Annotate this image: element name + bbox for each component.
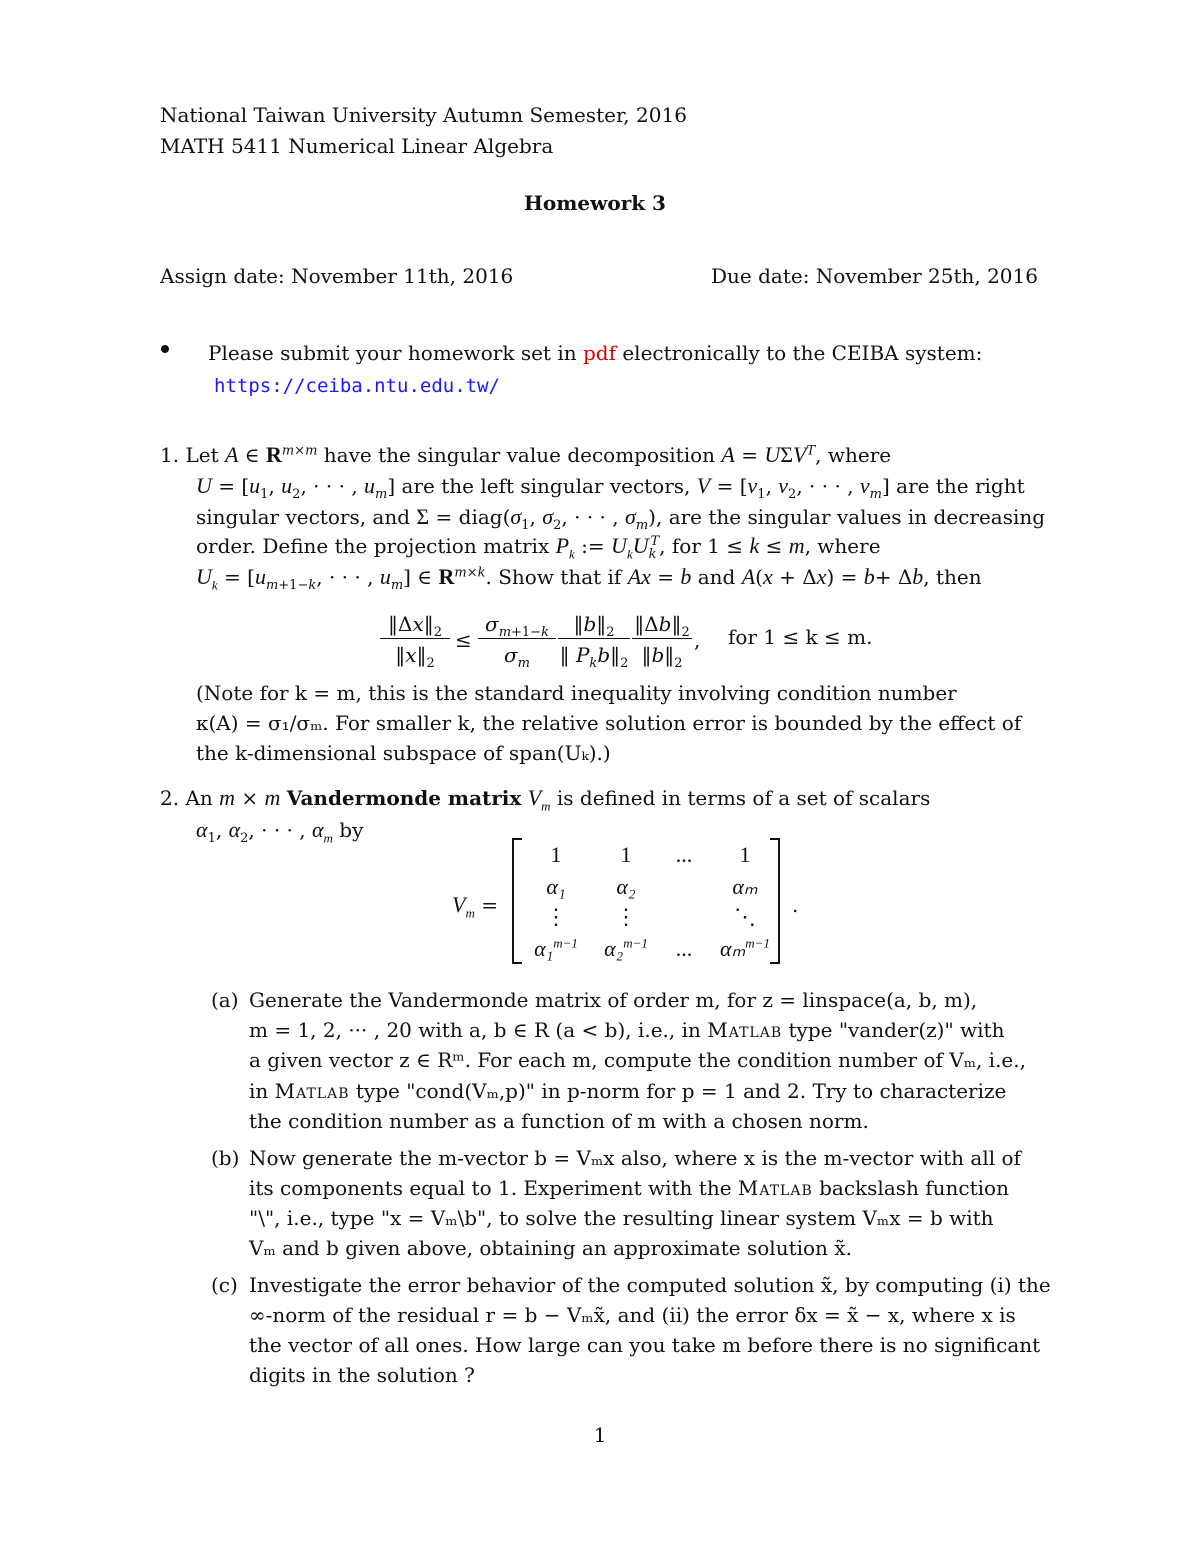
problem1-note2: κ(A) = σ₁/σₘ. For smaller k, the relative solution error is bounded by the effect of (196, 711, 1022, 735)
pa-text: in (249, 1079, 269, 1103)
m-r1c4: 1 (739, 842, 751, 867)
pb-text: backslash function (819, 1176, 1009, 1200)
p2-bold: Vandermonde matrix (286, 786, 522, 810)
pa-text: m = 1, 2, ··· , 20 with a, b ∈ R (a < b), i.e., in (249, 1018, 701, 1042)
m-r1c3: ... (675, 842, 693, 867)
matlab-word: Matlab (707, 1018, 783, 1042)
ineq-condition: for 1 ≤ k ≤ m. (728, 625, 873, 649)
p1-text: have the singular value decomposition (323, 443, 716, 467)
ceiba-url[interactable]: https://ceiba.ntu.edu.tw/ (214, 375, 500, 397)
p2-text: An (185, 786, 213, 810)
p2-text: is defined in terms of a set of scalars (556, 786, 931, 810)
m-r3c4: ⋱ (734, 904, 756, 929)
matlab-word: Matlab (274, 1079, 350, 1103)
p1-text: , for (659, 534, 701, 558)
part-a-line2 (249, 1018, 1004, 1042)
p1-text: , are the singular values in decreasing (655, 505, 1046, 529)
pa-text: type "vander(z)" with (788, 1018, 1005, 1042)
pb-text: its components equal to 1. Experiment with the (249, 1176, 732, 1200)
frac-db-b: $\frac{‖\Delta b‖_2}{‖b‖_2}$ (632, 612, 692, 667)
part-c-line1: Investigate the error behavior of the computed solution x̃, by computing (i) the (249, 1273, 1051, 1297)
problem1-number: 1. (160, 443, 180, 467)
m-r4c3: ... (675, 936, 693, 961)
m-r3c1: ⋮ (545, 904, 567, 929)
pa-text: type "cond(Vₘ,p)" in p-norm for p = 1 and 2. Try to characterize (355, 1079, 1007, 1103)
part-a-line4 (249, 1079, 1006, 1103)
part-c-line3: the vector of all ones. How large can you take m before there is no significant (249, 1333, 1041, 1357)
m-r4c4-base: αₘ (720, 936, 746, 961)
part-b-line4: Vₘ and b given above, obtaining an approximate solution x̃. (249, 1236, 852, 1260)
assign-date: Assign date: November 11th, 2016 (160, 264, 514, 288)
m-r2c2: α₂ (616, 874, 636, 899)
m-r4c1 (516, 936, 596, 962)
part-a-line1: Generate the Vandermonde matrix of order m, for z = linspace(a, b, m), (249, 988, 978, 1012)
frac-sigma: $\frac{\sigma_{m+1-k}}{\sigma_m}$ (478, 612, 556, 667)
m-r2c4: αₘ (732, 874, 758, 899)
m-r4c4 (705, 936, 785, 962)
p1-text: and (697, 565, 736, 589)
part-a-line5: the condition number as a function of m with a chosen norm. (249, 1109, 869, 1133)
p1-text: . Show that if (485, 565, 622, 589)
p2-text: by (339, 818, 364, 842)
p1-text: , where (804, 534, 881, 558)
p1-text: , where (815, 443, 892, 467)
notice-before: Please submit your homework set in (208, 341, 583, 365)
problem1-note3: the k-dimensional subspace of span(Uₖ).) (196, 741, 611, 765)
problem1-line3: singular vectors, and $\Sigma = diag(\sigma_1$, $\sigma_2$, · · · , $\sigma_m$), are the singular values in decreasing (196, 504, 1046, 533)
m-r2c1: α₁ (546, 874, 566, 899)
ceiba-link[interactable] (214, 373, 500, 398)
p1-text: , then (923, 565, 982, 589)
frac-dx-x: $\frac{‖\Delta x‖_2}{‖x‖_2}$ (380, 612, 450, 667)
m-r1c1: 1 (550, 842, 562, 867)
problem1-line5: $U_k = [u_{m+1-k}$, · · · , $u_m$] ∈ $R^{m\times k}$. Show that if Ax = b and A(x + Δx) = b+ Δb, then (196, 564, 982, 593)
p1-text: are the right (896, 474, 1025, 498)
university-line: National Taiwan University Autumn Semester, 2016 (160, 103, 687, 127)
part-c-line4: digits in the solution ? (249, 1363, 475, 1387)
part-b-line1: Now generate the m-vector b = Vₘx also, where x is the m-vector with all of (249, 1146, 1021, 1170)
notice-text (208, 341, 982, 365)
course-line: MATH 5411 Numerical Linear Algebra (160, 134, 554, 158)
matrix-period: . (792, 893, 799, 917)
notice-after: electronically to the CEIBA system: (615, 341, 983, 365)
due-date: Due date: November 25th, 2016 (711, 264, 1038, 288)
m-r4c2-exp: m−1 (623, 935, 648, 951)
problem1-line1: 1. Let A ∈ $R^{m\times m}$ have the singular value decomposition $A = U\Sigma V^T$, where (160, 442, 892, 467)
frac-b-pkb: $‖b‖_2$ ‖ $P_kb‖_2$ (559, 612, 629, 671)
p1-text: singular vectors, and (196, 505, 411, 529)
problem2-line1: 2. An m × m Vandermonde matrix $V_m$ is defined in terms of a set of scalars (160, 785, 931, 814)
part-b-line3: "\", i.e., type "x = Vₘ\b", to solve the resulting linear system Vₘx = b with (249, 1206, 994, 1230)
problem1-line2: $U = [u_1$, $u_2$, · · · , $u_m$] are the left singular vectors, $V = [v_1$, $v_2$, · · · , $v_m$] are the right (196, 473, 1025, 502)
problem1-line4: order. Define the projection matrix $P_k$ := $U_kU_k^T$, for 1 ≤ k ≤ m, where (196, 533, 881, 562)
part-b-line2 (249, 1176, 1009, 1200)
p1-text: order. Define the projection matrix (196, 534, 550, 558)
m-r3c2: ⋮ (615, 904, 637, 929)
problem1-note1: (Note for k = m, this is the standard inequality involving condition number (196, 681, 957, 705)
part-a-label: (a) (211, 988, 239, 1012)
matlab-word: Matlab (737, 1176, 813, 1200)
m-r4c1-exp: m−1 (553, 935, 578, 951)
part-c-line2: ∞-norm of the residual r = b − Vₘx̃, and (ii) the error δx = x̃ − x, where x is (249, 1303, 1016, 1327)
page-number: 1 (593, 1423, 607, 1447)
vm-label: $V_m$ = (452, 892, 498, 921)
bullet-icon (161, 345, 169, 353)
part-c-label: (c) (211, 1273, 238, 1297)
page-title: Homework 3 (524, 191, 666, 215)
ineq-comma: , (694, 628, 701, 652)
part-b-label: (b) (211, 1146, 240, 1170)
pdf-word: pdf (582, 341, 616, 365)
leq-sign: ≤ (455, 628, 472, 652)
problem2-line2: $\alpha_1$, $\alpha_2$, · · · , $\alpha_m$ by (196, 817, 364, 846)
p1-text: Let (185, 443, 219, 467)
m-r1c2: 1 (620, 842, 632, 867)
m-r4c4-exp: m−1 (745, 935, 770, 951)
problem2-number: 2. (160, 786, 180, 810)
m-r4c2-base: α₂ (604, 936, 624, 961)
p1-text: are the left singular vectors, (401, 474, 691, 498)
m-r4c1-base: α₁ (534, 936, 554, 961)
part-a-line3: a given vector z ∈ Rᵐ. For each m, compute the condition number of Vₘ, i.e., (249, 1048, 1026, 1072)
